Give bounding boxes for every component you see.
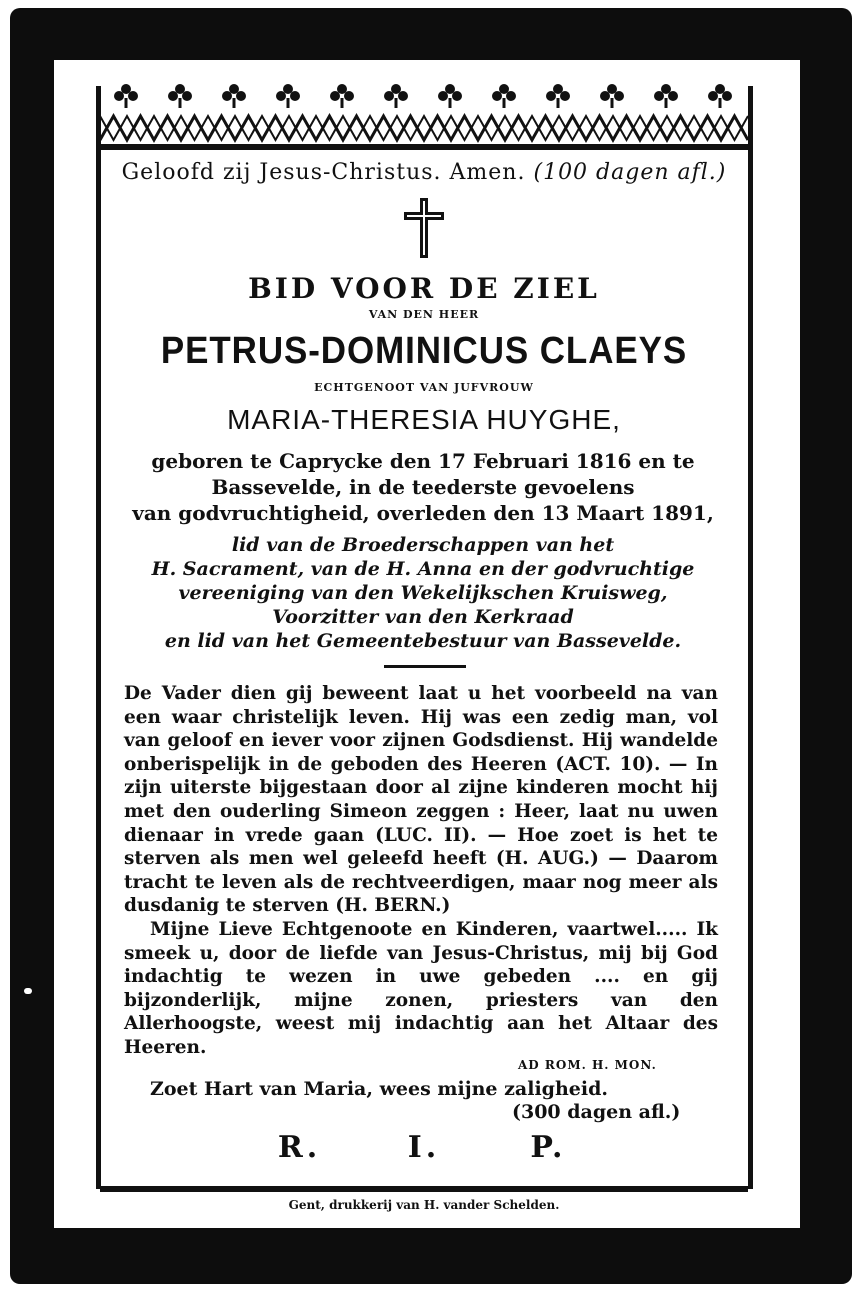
closing-prayer: Zoet Hart van Maria, wees mijne zaligheid.: [150, 1078, 608, 1100]
deceased-name: PETRUS-DOMINICUS CLAEYS: [160, 330, 688, 372]
left-border-rule: [96, 86, 101, 1189]
clover-ornament-band: [100, 82, 748, 152]
membership-line: H. Sacrament, van de H. Anna en der godvruchtige: [151, 558, 695, 580]
rip-letters: [100, 1130, 748, 1165]
membership-line: en lid van het Gemeentebestuur van Bassevelde.: [164, 630, 682, 652]
bottom-rule: [100, 1186, 748, 1192]
membership-line: Voorzitter van den Kerkraad: [272, 606, 574, 628]
bio-line: Bassevelde, in de teederste gevoelens: [211, 475, 635, 499]
rip-letter: P.: [530, 1130, 567, 1165]
membership-line: vereeniging van den Wekelijkschen Kruisweg,: [178, 582, 668, 604]
rip-letter: R.: [277, 1130, 322, 1165]
bio-line: van godvruchtigheid, overleden den 13 Maart 1891,: [132, 501, 714, 525]
spouse-name: MARIA-THERESIA HUYGHE,: [227, 404, 621, 435]
signature-reference: AD ROM. H. MON.: [518, 1058, 657, 1072]
body-paragraph: De Vader dien gij beweent laat u het voorbeeld na van een waar christelijk leven. Hij was een zedig man, vol van geloof en iever voor zijnen Godsdienst. Hij wandelde onberispelijk in de geboden des Heeren (ACT. 10). — In zijn uiterste bijgestaan door al zijne kinderen mocht hij met den ouderling Simeon zeggen : Heer, laat nu uwen dienaar in vrede gaan (LUC. II). — Hoe zoet is het te sterven als men wel geleefd heeft (H. AUG.) — Daarom tracht te leven als de rechtveerdigen, maar nog meer als dusdanig te sterven (H. BERN.): [124, 683, 718, 917]
farewell-paragraph: Mijne Lieve Echtgenoote en Kinderen, vaartwel..... Ik smeek u, door de liefde van Jesus-Christus, mij bij God indachtig te wezen in uwe gebeden .... en gij bijzonderlijk, mijne zonen, priesters van den Allerhoogste, weest mij indachtig aan het Altaar des Heeren.: [124, 918, 718, 1058]
cross-icon: [400, 196, 448, 260]
printer-credit: Gent, drukkerij van H. vander Schelden.: [288, 1198, 560, 1212]
body-text: [124, 682, 718, 1060]
bio-line: geboren te Caprycke den 17 Februari 1816 en te: [151, 449, 695, 473]
membership-line: lid van de Broederschappen van het: [231, 534, 615, 556]
memberships: [116, 533, 730, 653]
spouse-intro: ECHTGENOOT VAN JUFVROUW: [314, 381, 534, 394]
rip-letter: I.: [407, 1130, 441, 1165]
header-prayer-line: [100, 160, 748, 185]
scan-speck: [24, 988, 32, 994]
separator-rule: [384, 665, 466, 668]
right-border-rule: [748, 86, 753, 1189]
subtitle: VAN DEN HEER: [368, 308, 480, 321]
biography: [116, 448, 730, 526]
title: BID VOOR DE ZIEL: [248, 272, 600, 305]
indulgence-text: (100 dagen afl.): [533, 160, 727, 185]
prayer-text: Geloofd zij Jesus-Christus. Amen.: [121, 160, 526, 185]
closing-indulgence: (300 dagen afl.): [512, 1101, 681, 1123]
